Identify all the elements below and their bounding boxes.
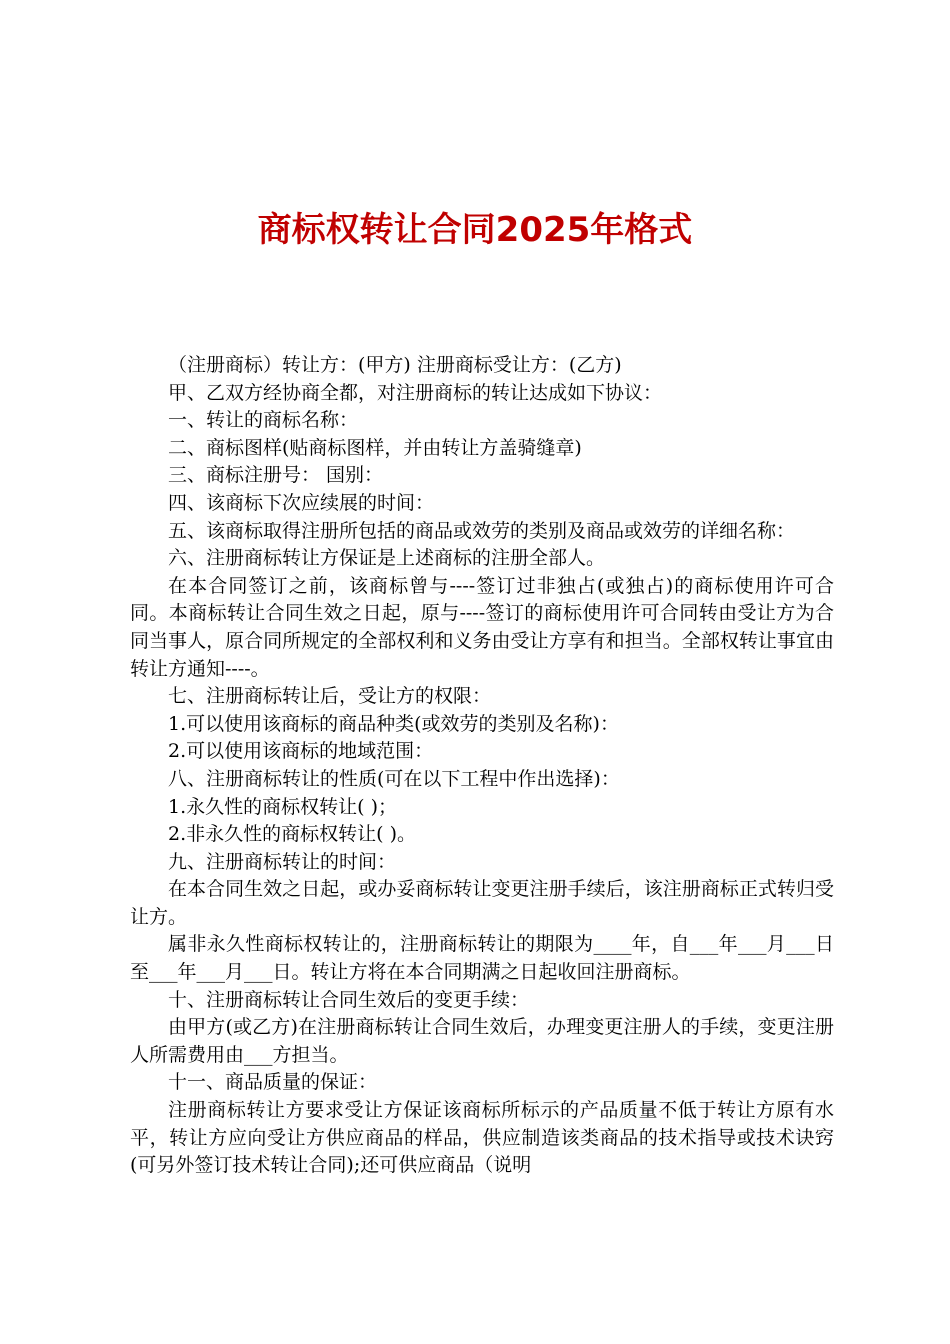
- paragraph-clause-2: 二、商标图样(贴商标图样，并由转让方盖骑缝章): [168, 436, 582, 459]
- document-body: [130, 352, 834, 1180]
- paragraph-agreement-intro: 甲、乙双方经协商全都，对注册商标的转让达成如下协议：: [168, 381, 663, 404]
- paragraph-clause-7-item-1: 1.可以使用该商标的商品种类(或效劳的类别及名称)：: [168, 712, 619, 735]
- paragraph-clause-9: 九、注册商标转让的时间：: [168, 850, 397, 873]
- paragraph-prior-license: 在本合同签订之前，该商标曾与----签订过非独占(或独占)的商标使用许可合同。本商标转让合同生效之日起，原与----签订的商标使用许可合同转由受让方为合同当事人，原合同所规定的全部权利和义务由受让方享有和担当。全部权转让事宜由转让方通知----。: [130, 574, 834, 680]
- paragraph-clause-8-item-1: 1.永久性的商标权转让( )；: [168, 795, 397, 818]
- paragraph-clause-8: 八、注册商标转让的性质(可在以下工程中作出选择)：: [168, 767, 620, 790]
- paragraph-transfer-term: 属非永久性商标权转让的，注册商标转让的期限为____年，自___年___月___日至___年___月___日。转让方将在本合同期满之日起收回注册商标。: [130, 933, 834, 984]
- paragraph-parties: （注册商标）转让方：(甲方) 注册商标受让方：(乙方): [168, 354, 622, 376]
- paragraph-clause-8-item-2: 2.非永久性的商标权转让( )。: [168, 823, 416, 846]
- paragraph-clause-10: 十、注册商标转让合同生效后的变更手续：: [168, 988, 530, 1011]
- paragraph-clause-3: 三、商标注册号： 国别：: [168, 464, 384, 487]
- paragraph-effective-date: 在本合同生效之日起，或办妥商标转让变更注册手续后，该注册商标正式转归受让方。: [130, 878, 834, 928]
- paragraph-clause-5: 五、该商标取得注册所包括的商品或效劳的类别及商品或效劳的详细名称：: [168, 519, 796, 542]
- document-title: 商标权转让合同2025年格式: [257, 210, 693, 250]
- paragraph-quality-guarantee: 注册商标转让方要求受让方保证该商标所标示的产品质量不低于转让方原有水平，转让方应向受让方供应商品的样品，供应制造该类商品的技术指导或技术诀窍(可另外签订技术转让合同);还可供应商品（说明: [130, 1099, 834, 1177]
- paragraph-clause-11: 十一、商品质量的保证：: [168, 1071, 378, 1094]
- paragraph-change-procedure: 由甲方(或乙方)在注册商标转让合同生效后，办理变更注册人的手续，变更注册人所需费用由___方担当。: [130, 1016, 834, 1066]
- paragraph-clause-7-item-2: 2.可以使用该商标的地域范围：: [168, 740, 434, 763]
- paragraph-clause-4: 四、该商标下次应续展的时间：: [168, 491, 435, 514]
- paragraph-clause-7: 七、注册商标转让后，受让方的权限：: [168, 685, 492, 708]
- paragraph-clause-6: 六、注册商标转让方保证是上述商标的注册全部人。: [168, 547, 606, 570]
- paragraph-clause-1: 一、转让的商标名称：: [168, 409, 359, 432]
